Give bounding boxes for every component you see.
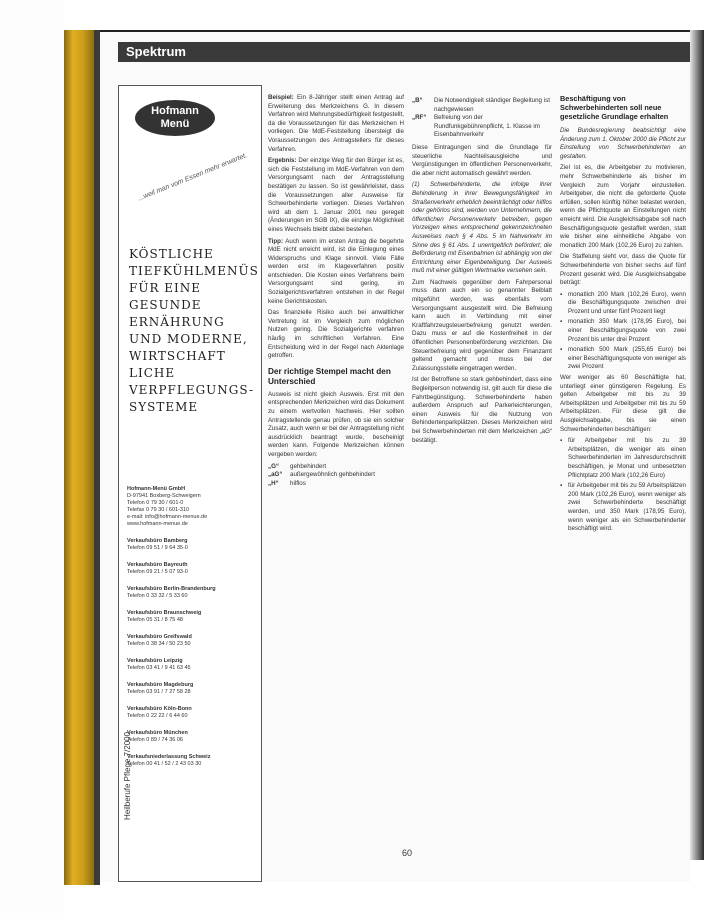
contact-line: Telefon 09 21 / 5 07 93-0 — [127, 569, 188, 575]
contact-line: Telefon 03 41 / 9 41 63 45 — [127, 665, 191, 671]
column-2 — [412, 94, 552, 448]
lead-word: Tipp: — [268, 237, 284, 245]
contact-name: Verkaufsniederlassung Schweiz — [127, 754, 211, 760]
definition-row — [268, 471, 404, 480]
subheading: Der richtige Stempel macht den Unterschied — [268, 366, 391, 386]
claim-line: VERPFLEGUNGS- — [129, 383, 255, 397]
contact-name: Verkaufsbüro Magdeburg — [127, 682, 194, 688]
paragraph: Diese Eintragungen sind die Grundlage für steuerliche Nachteilsausgleiche und Vergünstigungen im öffentlichen Personenverkehr, die aber nicht automatisch gewährt werden. — [412, 143, 552, 177]
contact-line: Telefon 0 79 30 / 601-0 — [127, 500, 184, 506]
paragraph: Ist der Betroffene so stark gehbehindert, dass eine Begleitperson notwendig ist, gilt auch für diese die Fahrtbegünstigung. Schwerbehinderte haben außerdem Anspruch auf Parkerleichterungen, einen Ausweis für die Nutzung von Behindertenparkplätzen. Dieses Merkzeichen wird bei Schwerbehinderten mit dem Merkzeichen „aG“ bestätigt. — [412, 376, 552, 444]
contact-block — [127, 486, 257, 528]
bullet-text: monatlich 500 Mark (255,65 Euro) bei einer Beschäftigungsquote von weniger als zwei Prozent — [568, 346, 686, 371]
contact-block — [127, 682, 257, 696]
paragraph-text: Ein 8-Jähriger stellt einen Antrag auf Erweiterung des Merkzeichens G. In diesem Verfahren wird Mehrungsbedürftigkeit festgestellt, da die Voraussetzungen für das Merkzeichen H vorliegen. Die MdE-Feststellung übersteigt die Voraussetzungen des Antragstellers für dieses Verfahren. — [268, 94, 404, 153]
contact-line: Telefon 05 31 / 8 75 48 — [127, 617, 183, 623]
bullet-list — [560, 437, 686, 534]
contact-block — [127, 538, 257, 552]
definition-row — [412, 97, 552, 114]
bullet-text: für Arbeitgeber mit bis zu 39 Arbeitsplätzen, die weniger als einen Schwerbehinderten im Jahresdurchschnitt beschäftigen, je Monat und unbesetzten Pflichtplatz 200 Mark (102,26 Euro) — [568, 437, 686, 479]
paragraph: Ausweis ist nicht gleich Ausweis. Erst mit den entsprechenden Merkzeichen wird das Dokument zu einem wertvollen Nachweis. Hier sollten Antragstellende genau prüfen, ob sie ein solcher Zusatz, auch wenn er bei der Antragstellung nicht ausdrücklich beantragt wurde, bescheinigt werden kann. Folgende Merkzeichen können vergeben werden: — [268, 390, 404, 458]
column-3 — [560, 94, 686, 536]
paragraph-text: Der einzige Weg für den Bürger ist es, sich die Feststellung im MdE-Verfahren von dem Versorgungsamt nach der Antragsstellung bestätigen zu lassen. So ist gewährleistet, dass die Voraussetzungen aller Ausweise für Schwerbehinderte vorliegen. Dieses Verfahren wird ab dem 1. Januar 2001 neu geregelt (Änderungen im SGB IX), die einzige Möglichkeit eines Wechsels bleibt dabei bestehen. — [268, 157, 404, 233]
contact-line: Telefon 0 33 32 / 5 33 60 — [127, 593, 188, 599]
advertisement — [118, 85, 262, 882]
claim-line: SYSTEME — [129, 400, 199, 414]
claim-line: UND MODERNE, — [129, 332, 248, 346]
contact-block — [127, 562, 257, 576]
lead-word: Beispiel: — [268, 94, 294, 101]
paragraph: Das finanzielle Risiko auch bei anwaltlicher Vertretung ist im Vergleich zum möglichen Nutzen gering. Die Sozialgerichte verfahren häufig im schriftlichen Verfahren. Eine Entscheidung wird in der Regel nach Aktenlage getroffen. — [268, 309, 404, 360]
page-number: 60 — [402, 848, 413, 858]
contact-name: Verkaufsbüro Berlin-Brandenburg — [127, 586, 216, 592]
contact-line: D-97941 Boxberg-Schweigern — [127, 493, 201, 499]
contact-line: Telefon 03 91 / 7 27 58 28 — [127, 689, 191, 695]
paragraph — [268, 94, 404, 154]
contact-name: Hofmann-Menü GmbH — [127, 486, 186, 492]
merkzeichen-code: „B“ — [412, 97, 423, 104]
merkzeichen-code: „G“ — [268, 462, 280, 470]
bullet-item — [560, 482, 686, 534]
merkzeichen-code: „H“ — [268, 479, 279, 487]
section-header — [118, 42, 690, 62]
contact-name: Verkaufsbüro Leipzig — [127, 658, 183, 664]
paragraph-text: Auch wenn im ersten Antrag die begehrte MdE nicht erreicht wird, ist die Einlegung eines Widerspruchs und Klage sinnvoll. Viele Fälle werden erst im Klageverfahren positiv entschieden. Die Kosten eines Verfahrens beim Versorgungsamt sind gering, im Sozialgerichtsverfahren entstehen in der Regel keine Gerichtskosten. — [268, 237, 404, 305]
book-spine — [0, 0, 64, 913]
claim-line: LICHE — [129, 366, 176, 380]
paragraph: Wer weniger als 60 Beschäftigte hat, unterliegt einer günstigeren Regelung. Es gelten Arbeitgeber mit bis zu 39 Arbeitsplätzen und Arbeitgeber mit bis zu 59 Arbeitsplätzen. Für diese gilt die Ausgleichsabgabe, bis sie einen Schwerbehinderten beschäftigen: — [560, 374, 686, 433]
contact-line: Telefon 0 38 34 / 50 23 50 — [127, 641, 191, 647]
claim-line: ERNÄHRUNG — [129, 315, 225, 329]
definition-row — [268, 463, 404, 472]
bullet-icon: ▪ — [560, 346, 563, 354]
contact-block — [127, 730, 257, 744]
merkzeichen-code: „RF“ — [412, 114, 427, 122]
contact-name: Verkaufsbüro Braunschweig — [127, 610, 202, 616]
bullet-list — [560, 291, 686, 372]
ad-slogan: ...weil man vom Essen mehr erwartet. — [137, 152, 249, 203]
bullet-item — [560, 318, 686, 344]
merkzeichen-code: „aG“ — [268, 471, 283, 479]
claim-line: GESUNDE — [129, 298, 202, 312]
merkzeichen-meaning: gehbehindert — [290, 462, 327, 470]
contact-line: Telefon 0 22 22 / 6 44 60 — [127, 713, 188, 719]
bullet-text: monatlich 200 Mark (102,26 Euro), wenn die Beschäftigungsquote zwischen drei Prozent und unter fünf Prozent liegt — [568, 290, 686, 315]
contact-block — [127, 634, 257, 648]
claim-line: FÜR EINE — [129, 281, 202, 295]
hofmann-logo — [135, 100, 215, 136]
contact-name: Verkaufsbüro Greifswald — [127, 634, 192, 640]
bullet-icon: ▪ — [560, 318, 563, 326]
column-1 — [268, 94, 404, 492]
bullet-item — [560, 346, 686, 372]
intro-paragraph: Die Bundesregierung beabsichtigt eine Änderung zum 1. Oktober 2000 die Pflicht zur Einstellung von Schwerbehinderten an gestalten. — [560, 127, 686, 160]
bullet-text: monatlich 350 Mark (178,95 Euro), bei einer Beschäftigungsquote von zwei Prozent bis unter drei Prozent — [568, 318, 686, 343]
paragraph: Ziel ist es, die Arbeitgeber zu motivieren, mehr Schwerbehinderte als bisher im Vergleich zum Vorjahr einzustellen. Arbeitgeber, die nicht die geforderte Quote erfüllen, sollen künftig höher belastet werden, wenn die Pflichtquote an Einstellungen nicht erreicht wird. Die Ausgleichsabgabe soll nach Beschäftigungsquote gestaffelt werden, statt wie bisher eine einheitliche Abgabe von monatlich 200 Mark (102,26 Euro) zu zahlen. — [560, 164, 686, 249]
article-heading: Beschäftigung von Schwerbehinderten soll neue gesetzliche Grundlage erhalten — [560, 94, 669, 121]
paragraph — [268, 238, 404, 307]
contact-name: Verkaufsbüro München — [127, 730, 188, 736]
contact-block — [127, 754, 257, 768]
ad-claim — [129, 246, 257, 416]
contact-line: Telefon 0 89 / 74 36 06 — [127, 737, 183, 743]
page-shadow — [690, 30, 704, 860]
contact-block — [127, 706, 257, 720]
claim-line: KÖSTLICHE — [129, 247, 214, 261]
bullet-icon: ▪ — [560, 482, 563, 490]
paragraph: Zum Nachweis gegenüber dem Fahrpersonal muss dann auch ein so genannter Beiblatt mitgeführt werden, was ebenfalls vom Versorgungsamt ausgestellt wird. Die Befreiung kann auch in Verbindung mit einer Kraftfahrzeugsteuerbefreiung genutzt werden. Dazu muss er auf die Kostenfreiheit in der öffentlichen Personenbeförderung verzichten. Die Steuerbefreiung wird gegenüber dem Finanzamt geltend gemacht und muss bei der Zulassungsstelle eingetragen werden. — [412, 278, 552, 372]
claim-line: TIEFKÜHLMENÜS — [129, 264, 259, 278]
contact-name: Verkaufsbüro Bayreuth — [127, 562, 188, 568]
contact-list — [127, 486, 257, 778]
bullet-item — [560, 437, 686, 480]
definition-row — [412, 114, 552, 140]
bullet-icon: ▪ — [560, 437, 563, 445]
contact-block — [127, 610, 257, 624]
issue-label: Heilberufe Pflege 7/2000 — [123, 731, 132, 820]
merkzeichen-meaning: hilflos — [290, 479, 306, 487]
merkzeichen-list — [268, 463, 404, 489]
logo-line-1: Hofmann — [151, 105, 199, 117]
bullet-text: für Arbeitgeber mit bis zu 59 Arbeitsplätzen 200 Mark (102,26 Euro), wenn weniger als zwei Schwerbehinderte beschäftigt werden, und 350 Mark (178,95 Euro), wenn weniger als ein Schwerbehinderter beschäftigt wird. — [568, 482, 686, 533]
contact-name: Verkaufsbüro Köln-Bonn — [127, 706, 192, 712]
contact-block — [127, 658, 257, 672]
paragraph: Die Staffelung sieht vor, dass die Quote für Schwerbehinderte von bisher sechs auf fünf Prozent gesenkt wird. Die Ausgleichsabgabe beträgt: — [560, 253, 686, 287]
contact-name: Verkaufsbüro Bamberg — [127, 538, 188, 544]
section-title: Spektrum — [126, 44, 186, 59]
contact-block — [127, 586, 257, 600]
bullet-icon: ▪ — [560, 290, 563, 298]
contact-line: www.hofmann-menue.de — [127, 521, 188, 527]
merkzeichen-list — [412, 97, 552, 140]
paragraph — [268, 157, 404, 234]
logo-line-2: Menü — [160, 118, 190, 130]
claim-line: WIRTSCHAFT — [129, 349, 226, 363]
contact-line: Telefon 09 51 / 9 64 35-0 — [127, 545, 188, 551]
merkzeichen-meaning: Die Notwendigkeit ständiger Begleitung ist nachgewiesen — [434, 97, 550, 113]
lead-word: Ergebnis: — [268, 157, 297, 165]
law-quote: (1) Schwerbehinderte, die infolge ihrer Behinderung in ihrer Bewegungsfähigkeit im Straßenverkehr erheblich beeinträchtigt oder hilflos oder gehörlos sind, werden von Unternehmern, die öffentlichen Personenverkehr betreiben, gegen Vorzeigen eines entsprechend gekennzeichneten Ausweises nach § 4 Abs. 5 im Nahverkehr im Sinne des § 61 Abs. 1 unentgeltlich befördert; die Beförderung mit Eisenbahnen ist abhängig von der Entrichtung einer Eigenbeteiligung. Der Ausweis muß mit einer gültigen Wertmarke versehen sein. — [412, 181, 552, 275]
bullet-item — [560, 291, 686, 317]
definition-row — [268, 480, 404, 489]
binder-edge — [64, 30, 100, 885]
merkzeichen-meaning: außergewöhnlich gehbehindert — [290, 471, 375, 479]
contact-line: Telefon 00 41 / 52 / 2 43 03 30 — [127, 761, 202, 767]
contact-line: e-mail: info@hofmann-menue.de — [127, 514, 208, 520]
merkzeichen-meaning: Befreiung von der Rundfunkgebührenpflicht, 1. Klasse im Eisenbahnverkehr — [434, 114, 540, 139]
contact-line: Telefax 0 79 30 / 601-310 — [127, 507, 190, 513]
